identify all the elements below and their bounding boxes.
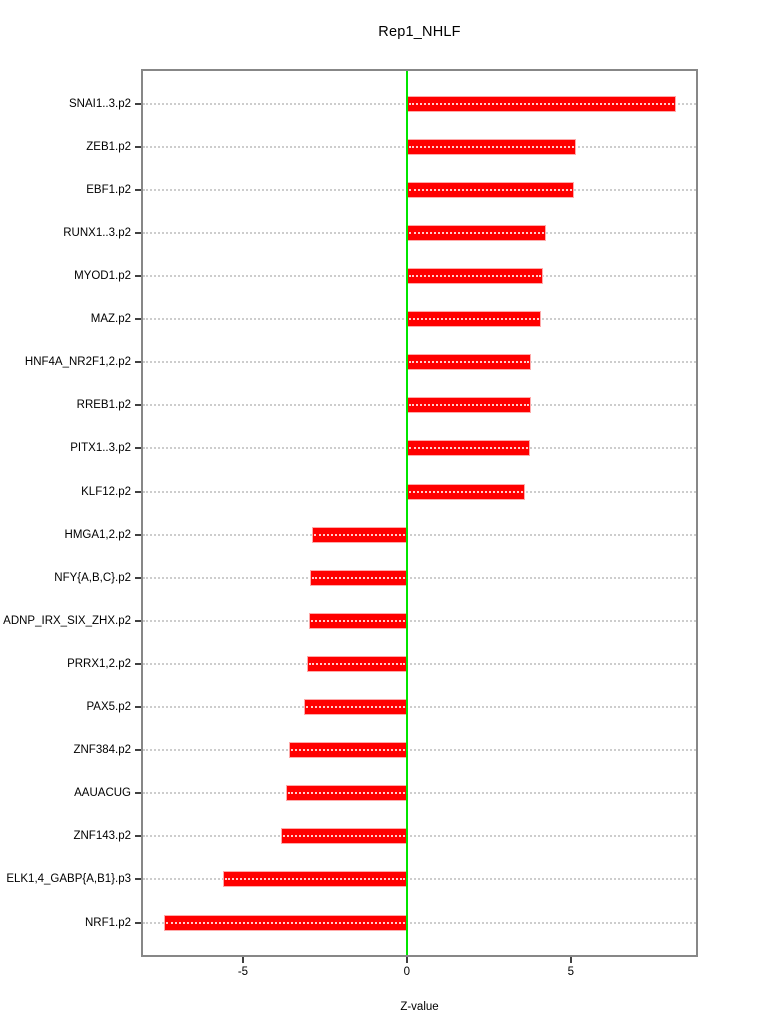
y-axis-label: HNF4A_NR2F1,2.p2 <box>24 356 131 369</box>
grid-line <box>143 620 696 622</box>
y-axis-tick <box>135 189 143 191</box>
bar <box>407 311 541 327</box>
bar <box>407 268 543 284</box>
zero-reference-line <box>406 71 408 955</box>
y-axis-tick <box>135 103 143 105</box>
y-axis-label: HMGA1,2.p2 <box>64 528 131 541</box>
y-axis-tick <box>135 534 143 536</box>
y-axis-label: ZEB1.p2 <box>86 140 131 153</box>
x-axis-tick-label: 0 <box>403 966 411 978</box>
x-axis-tick <box>406 955 408 963</box>
bar <box>407 440 530 456</box>
grid-line <box>143 749 696 751</box>
grid-line <box>143 792 696 794</box>
bar <box>307 656 407 672</box>
plot-area <box>143 71 696 955</box>
y-axis-label: RUNX1..3.p2 <box>63 226 131 239</box>
y-axis-tick <box>135 318 143 320</box>
bar <box>286 785 407 801</box>
bar <box>223 871 407 887</box>
y-axis-tick <box>135 922 143 924</box>
y-axis-tick <box>135 361 143 363</box>
bar <box>407 354 532 370</box>
bar <box>304 699 407 715</box>
y-axis-label: NRF1.p2 <box>84 916 131 929</box>
y-axis-tick <box>135 232 143 234</box>
y-axis-label: ZNF143.p2 <box>73 830 131 843</box>
bar <box>309 613 407 629</box>
bar <box>312 527 407 543</box>
bar <box>281 828 407 844</box>
y-axis-label: KLF12.p2 <box>81 485 131 498</box>
y-axis-tick <box>135 835 143 837</box>
y-axis-label: AAUACUG <box>74 787 131 800</box>
bar <box>164 915 407 931</box>
y-axis-tick <box>135 577 143 579</box>
y-axis-label: PAX5.p2 <box>86 701 131 713</box>
y-axis-tick <box>135 447 143 449</box>
grid-line <box>143 706 696 708</box>
y-axis-tick <box>135 792 143 794</box>
y-axis-tick <box>135 878 143 880</box>
x-axis-tick-label: -5 <box>237 966 249 978</box>
x-axis-title: Z-value <box>400 1001 439 1013</box>
y-axis-label: PITX1..3.p2 <box>70 442 131 455</box>
bar <box>407 484 525 500</box>
bar <box>407 397 532 413</box>
x-axis-tick-label: 5 <box>567 966 574 978</box>
y-axis-tick <box>135 706 143 708</box>
bar <box>407 225 546 241</box>
bar <box>407 96 676 112</box>
grid-line <box>143 663 696 665</box>
y-axis-tick <box>135 146 143 148</box>
y-axis-tick <box>135 749 143 751</box>
grid-line <box>143 835 696 837</box>
bar <box>407 139 576 155</box>
y-axis-label: ELK1,4_GABP{A,B1}.p3 <box>6 873 131 886</box>
y-axis-tick <box>135 620 143 622</box>
x-axis-tick <box>242 955 244 963</box>
y-axis-tick <box>135 663 143 665</box>
bar <box>310 570 407 586</box>
y-axis-label: RREB1.p2 <box>76 399 131 412</box>
bar <box>407 182 574 198</box>
grid-line <box>143 534 696 536</box>
y-axis-label: SNAI1..3.p2 <box>68 97 131 110</box>
y-axis-label: MYOD1.p2 <box>74 270 131 282</box>
y-axis-label: MAZ.p2 <box>90 313 131 326</box>
y-axis-label: NFY{A,B,C}.p2 <box>54 571 131 584</box>
y-axis-label: ADNP_IRX_SIX_ZHX.p2 <box>3 614 131 627</box>
grid-line <box>143 577 696 579</box>
y-axis-label: ZNF384.p2 <box>73 744 131 757</box>
chart-title: Rep1_NHLF <box>378 24 461 40</box>
y-axis-label: EBF1.p2 <box>86 183 131 196</box>
y-axis-tick <box>135 491 143 493</box>
y-axis-label: PRRX1,2.p2 <box>67 657 131 670</box>
y-axis-tick <box>135 404 143 406</box>
y-axis-tick <box>135 275 143 277</box>
x-axis-tick <box>570 955 572 963</box>
bar <box>289 742 407 758</box>
